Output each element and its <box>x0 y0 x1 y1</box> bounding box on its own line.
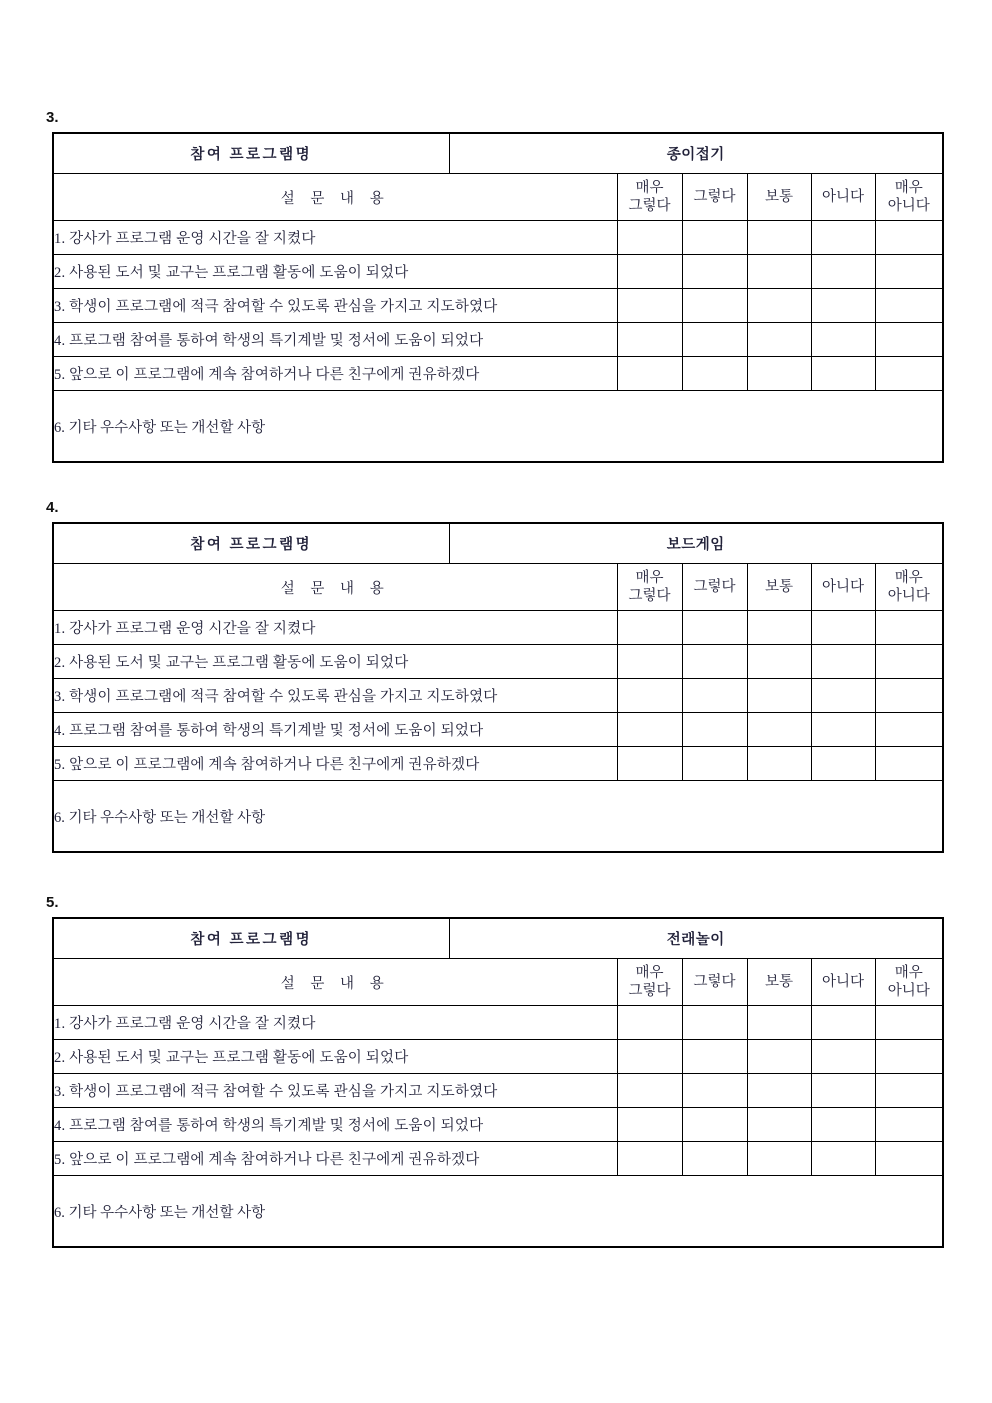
answer-cell-neutral[interactable] <box>747 357 811 391</box>
answer-cell-disagree[interactable] <box>811 1074 875 1108</box>
question-text: 2. 사용된 도서 및 교구는 프로그램 활동에 도움이 되었다 <box>53 645 617 679</box>
scale-header-very-agree <box>617 564 682 611</box>
answer-cell-disagree[interactable] <box>811 1006 875 1040</box>
survey-section-4 <box>0 500 992 853</box>
answer-cell-very-agree[interactable] <box>617 645 682 679</box>
scale-header-agree: 그렇다 <box>682 564 747 611</box>
question-text: 2. 사용된 도서 및 교구는 프로그램 활동에 도움이 되었다 <box>53 1040 617 1074</box>
table-row <box>53 323 943 357</box>
question-text: 5. 앞으로 이 프로그램에 계속 참여하거나 다른 친구에게 권유하겠다 <box>53 747 617 781</box>
question-text: 3. 학생이 프로그램에 적극 참여할 수 있도록 관심을 가지고 지도하였다 <box>53 679 617 713</box>
question-text: 3. 학생이 프로그램에 적극 참여할 수 있도록 관심을 가지고 지도하였다 <box>53 1074 617 1108</box>
question-text: 4. 프로그램 참여를 통하여 학생의 특기계발 및 정서에 도움이 되었다 <box>53 713 617 747</box>
answer-cell-very-disagree[interactable] <box>875 357 943 391</box>
answer-cell-disagree[interactable] <box>811 1108 875 1142</box>
scale-header-disagree: 아니다 <box>811 174 875 221</box>
answer-cell-agree[interactable] <box>682 679 747 713</box>
answer-cell-very-disagree[interactable] <box>875 255 943 289</box>
answer-cell-agree[interactable] <box>682 255 747 289</box>
scale-header-agree: 그렇다 <box>682 174 747 221</box>
program-name-label: 참여 프로그램명 <box>53 523 449 564</box>
answer-cell-agree[interactable] <box>682 611 747 645</box>
free-text-row <box>53 391 943 463</box>
answer-cell-disagree[interactable] <box>811 221 875 255</box>
scale-header-neutral: 보통 <box>747 564 811 611</box>
answer-cell-very-disagree[interactable] <box>875 611 943 645</box>
answer-cell-disagree[interactable] <box>811 1142 875 1176</box>
free-text-question[interactable]: 6. 기타 우수사항 또는 개선할 사항 <box>53 391 943 463</box>
scale-header-very-disagree <box>875 564 943 611</box>
question-text: 1. 강사가 프로그램 운영 시간을 잘 지켰다 <box>53 611 617 645</box>
answer-cell-neutral[interactable] <box>747 1142 811 1176</box>
answer-cell-disagree[interactable] <box>811 713 875 747</box>
answer-cell-disagree[interactable] <box>811 645 875 679</box>
survey-content-header: 설 문 내 용 <box>53 959 617 1006</box>
answer-cell-agree[interactable] <box>682 357 747 391</box>
scale-line-1: 매우 <box>635 179 664 196</box>
table-row <box>53 747 943 781</box>
survey-table-5 <box>52 917 944 1248</box>
free-text-question[interactable]: 6. 기타 우수사항 또는 개선할 사항 <box>53 1176 943 1248</box>
scale-header-disagree: 아니다 <box>811 564 875 611</box>
survey-content-header: 설 문 내 용 <box>53 564 617 611</box>
answer-cell-very-disagree[interactable] <box>875 289 943 323</box>
answer-cell-neutral[interactable] <box>747 289 811 323</box>
answer-cell-neutral[interactable] <box>747 221 811 255</box>
answer-cell-disagree[interactable] <box>811 611 875 645</box>
column-header-row <box>53 959 943 1006</box>
answer-cell-agree[interactable] <box>682 747 747 781</box>
table-row <box>53 1108 943 1142</box>
scale-header-neutral: 보통 <box>747 959 811 1006</box>
section-number-4: 4. <box>46 499 59 516</box>
answer-cell-neutral[interactable] <box>747 713 811 747</box>
scale-line-1: 매우 <box>894 964 923 981</box>
answer-cell-disagree[interactable] <box>811 679 875 713</box>
table-row <box>53 221 943 255</box>
answer-cell-agree[interactable] <box>682 1108 747 1142</box>
answer-cell-very-disagree[interactable] <box>875 1040 943 1074</box>
answer-cell-very-agree[interactable] <box>617 611 682 645</box>
column-header-row <box>53 564 943 611</box>
column-header-row <box>53 174 943 221</box>
answer-cell-agree[interactable] <box>682 1074 747 1108</box>
question-text: 5. 앞으로 이 프로그램에 계속 참여하거나 다른 친구에게 권유하겠다 <box>53 1142 617 1176</box>
answer-cell-neutral[interactable] <box>747 747 811 781</box>
program-name-value: 종이접기 <box>449 133 943 174</box>
answer-cell-disagree[interactable] <box>811 1040 875 1074</box>
table-row <box>53 289 943 323</box>
survey-content-header: 설 문 내 용 <box>53 174 617 221</box>
scale-header-agree: 그렇다 <box>682 959 747 1006</box>
table-row <box>53 611 943 645</box>
question-text: 1. 강사가 프로그램 운영 시간을 잘 지켰다 <box>53 221 617 255</box>
answer-cell-agree[interactable] <box>682 1040 747 1074</box>
question-text: 4. 프로그램 참여를 통하여 학생의 특기계발 및 정서에 도움이 되었다 <box>53 323 617 357</box>
answer-cell-very-agree[interactable] <box>617 1040 682 1074</box>
table-row <box>53 1074 943 1108</box>
answer-cell-agree[interactable] <box>682 1142 747 1176</box>
answer-cell-agree[interactable] <box>682 1006 747 1040</box>
scale-header-very-agree <box>617 174 682 221</box>
answer-cell-agree[interactable] <box>682 289 747 323</box>
answer-cell-very-agree[interactable] <box>617 255 682 289</box>
answer-cell-neutral[interactable] <box>747 1108 811 1142</box>
section-number-5: 5. <box>46 894 59 911</box>
answer-cell-very-agree[interactable] <box>617 1142 682 1176</box>
table-row <box>53 679 943 713</box>
answer-cell-agree[interactable] <box>682 645 747 679</box>
question-text: 4. 프로그램 참여를 통하여 학생의 특기계발 및 정서에 도움이 되었다 <box>53 1108 617 1142</box>
answer-cell-very-agree[interactable] <box>617 679 682 713</box>
answer-cell-neutral[interactable] <box>747 323 811 357</box>
question-text: 2. 사용된 도서 및 교구는 프로그램 활동에 도움이 되었다 <box>53 255 617 289</box>
answer-cell-very-agree[interactable] <box>617 747 682 781</box>
answer-cell-neutral[interactable] <box>747 1006 811 1040</box>
answer-cell-very-agree[interactable] <box>617 1074 682 1108</box>
answer-cell-disagree[interactable] <box>811 357 875 391</box>
answer-cell-very-disagree[interactable] <box>875 1006 943 1040</box>
scale-line-2: 그렇다 <box>628 588 671 604</box>
answer-cell-disagree[interactable] <box>811 747 875 781</box>
answer-cell-neutral[interactable] <box>747 611 811 645</box>
answer-cell-very-agree[interactable] <box>617 323 682 357</box>
answer-cell-very-disagree[interactable] <box>875 645 943 679</box>
scale-line-1: 매우 <box>635 964 664 981</box>
free-text-row <box>53 1176 943 1248</box>
scale-line-2: 그렇다 <box>628 983 671 999</box>
table-row <box>53 1006 943 1040</box>
answer-cell-very-disagree[interactable] <box>875 1108 943 1142</box>
table-row <box>53 1040 943 1074</box>
scale-header-disagree: 아니다 <box>811 959 875 1006</box>
answer-cell-neutral[interactable] <box>747 255 811 289</box>
answer-cell-agree[interactable] <box>682 323 747 357</box>
scale-line-2: 그렇다 <box>628 198 671 214</box>
table-row <box>53 1142 943 1176</box>
answer-cell-very-disagree[interactable] <box>875 713 943 747</box>
answer-cell-very-disagree[interactable] <box>875 1142 943 1176</box>
survey-section-5 <box>0 895 992 1248</box>
section-number-3: 3. <box>46 109 59 126</box>
free-text-row <box>53 781 943 853</box>
answer-cell-neutral[interactable] <box>747 679 811 713</box>
answer-cell-very-agree[interactable] <box>617 221 682 255</box>
question-text: 5. 앞으로 이 프로그램에 계속 참여하거나 다른 친구에게 권유하겠다 <box>53 357 617 391</box>
program-name-value: 전래놀이 <box>449 918 943 959</box>
answer-cell-disagree[interactable] <box>811 289 875 323</box>
program-name-row <box>53 523 943 564</box>
answer-cell-neutral[interactable] <box>747 645 811 679</box>
table-row <box>53 645 943 679</box>
answer-cell-very-agree[interactable] <box>617 357 682 391</box>
answer-cell-disagree[interactable] <box>811 323 875 357</box>
scale-line-1: 매우 <box>894 569 923 586</box>
program-name-row <box>53 133 943 174</box>
table-row <box>53 357 943 391</box>
question-text: 3. 학생이 프로그램에 적극 참여할 수 있도록 관심을 가지고 지도하였다 <box>53 289 617 323</box>
survey-table-3 <box>52 132 944 463</box>
answer-cell-neutral[interactable] <box>747 1074 811 1108</box>
scale-line-1: 매우 <box>635 569 664 586</box>
answer-cell-very-disagree[interactable] <box>875 747 943 781</box>
program-name-row <box>53 918 943 959</box>
answer-cell-neutral[interactable] <box>747 1040 811 1074</box>
answer-cell-very-agree[interactable] <box>617 1108 682 1142</box>
table-row <box>53 255 943 289</box>
survey-section-3 <box>0 110 992 463</box>
scale-line-2: 아니다 <box>887 198 930 214</box>
answer-cell-very-disagree[interactable] <box>875 221 943 255</box>
survey-table-4 <box>52 522 944 853</box>
answer-cell-very-agree[interactable] <box>617 713 682 747</box>
program-name-label: 참여 프로그램명 <box>53 918 449 959</box>
scale-line-2: 아니다 <box>887 588 930 604</box>
scale-header-very-disagree <box>875 959 943 1006</box>
scale-line-2: 아니다 <box>887 983 930 999</box>
scale-header-neutral: 보통 <box>747 174 811 221</box>
scale-header-very-agree <box>617 959 682 1006</box>
free-text-question[interactable]: 6. 기타 우수사항 또는 개선할 사항 <box>53 781 943 853</box>
answer-cell-very-agree[interactable] <box>617 289 682 323</box>
program-name-label: 참여 프로그램명 <box>53 133 449 174</box>
answer-cell-agree[interactable] <box>682 713 747 747</box>
answer-cell-disagree[interactable] <box>811 255 875 289</box>
answer-cell-very-disagree[interactable] <box>875 323 943 357</box>
scale-header-very-disagree <box>875 174 943 221</box>
answer-cell-very-disagree[interactable] <box>875 679 943 713</box>
answer-cell-agree[interactable] <box>682 221 747 255</box>
question-text: 1. 강사가 프로그램 운영 시간을 잘 지켰다 <box>53 1006 617 1040</box>
table-row <box>53 713 943 747</box>
answer-cell-very-agree[interactable] <box>617 1006 682 1040</box>
scale-line-1: 매우 <box>894 179 923 196</box>
answer-cell-very-disagree[interactable] <box>875 1074 943 1108</box>
program-name-value: 보드게임 <box>449 523 943 564</box>
